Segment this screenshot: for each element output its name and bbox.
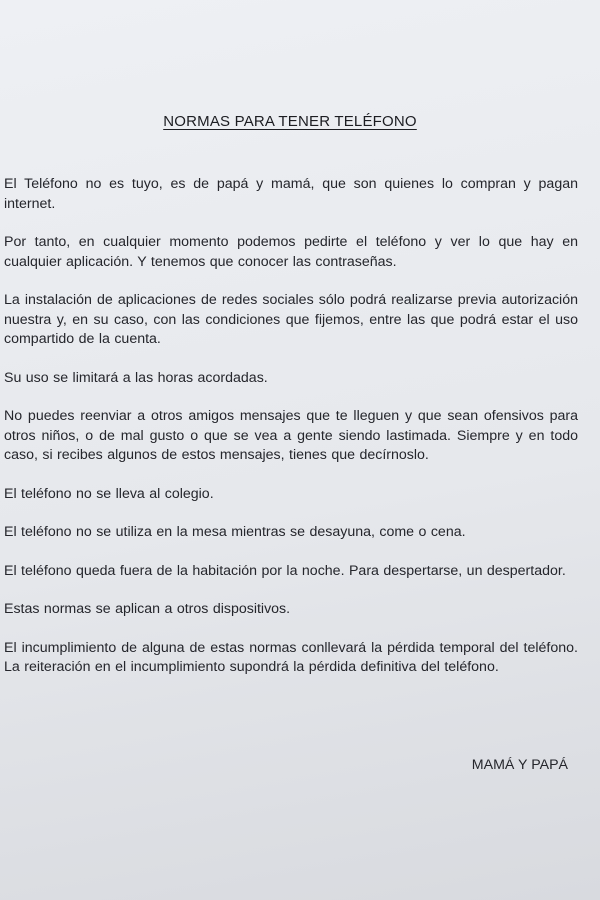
signature: MAMÁ Y PAPÁ <box>471 757 568 773</box>
rule-paragraph-7: El teléfono no se utiliza en la mesa mientras se desayuna, come o cena. <box>4 524 466 540</box>
rule-paragraph-2: Por tanto, en cualquier momento podemos pedirte el teléfono y ver lo que hay en cualquier aplicación. Y tenemos que conocer las contraseñas. <box>4 234 578 270</box>
rule-paragraph-10: El incumplimiento de alguna de estas normas conllevará la pérdida temporal del teléfono. La reiteración en el incumplimiento supondrá la pérdida definitiva del teléfono. <box>4 639 578 675</box>
rule-paragraph-6: El teléfono no se lleva al colegio. <box>4 485 214 502</box>
document-body <box>4 175 578 697</box>
rule-paragraph-1: El Teléfono no es tuyo, es de papá y mamá, que son quienes lo compran y pagan internet. <box>4 176 578 212</box>
rule-paragraph-9: Estas normas se aplican a otros dispositivos. <box>4 601 291 617</box>
document-title: NORMAS PARA TENER TELÉFONO <box>163 113 417 130</box>
rule-paragraph-5: No puedes reenviar a otros amigos mensajes que te lleguen y que sean ofensivos para otros niños, o de mal gusto o que se vea a gente siendo lastimada. Siempre y en todo caso, si recibes algunos de estos mensajes, tienes que decírnoslo. <box>4 408 578 463</box>
rule-paragraph-4: Su uso se limitará a las horas acordadas. <box>4 369 268 386</box>
rule-paragraph-8: El teléfono queda fuera de la habitación por la noche. Para despertarse, un despertador. <box>4 562 566 579</box>
rule-paragraph-3: La instalación de aplicaciones de redes sociales sólo podrá realizarse previa autorización nuestra y, en su caso, con las condiciones que fijemos, entre las que podrá estar el uso compartido de la cuenta. <box>4 292 578 347</box>
